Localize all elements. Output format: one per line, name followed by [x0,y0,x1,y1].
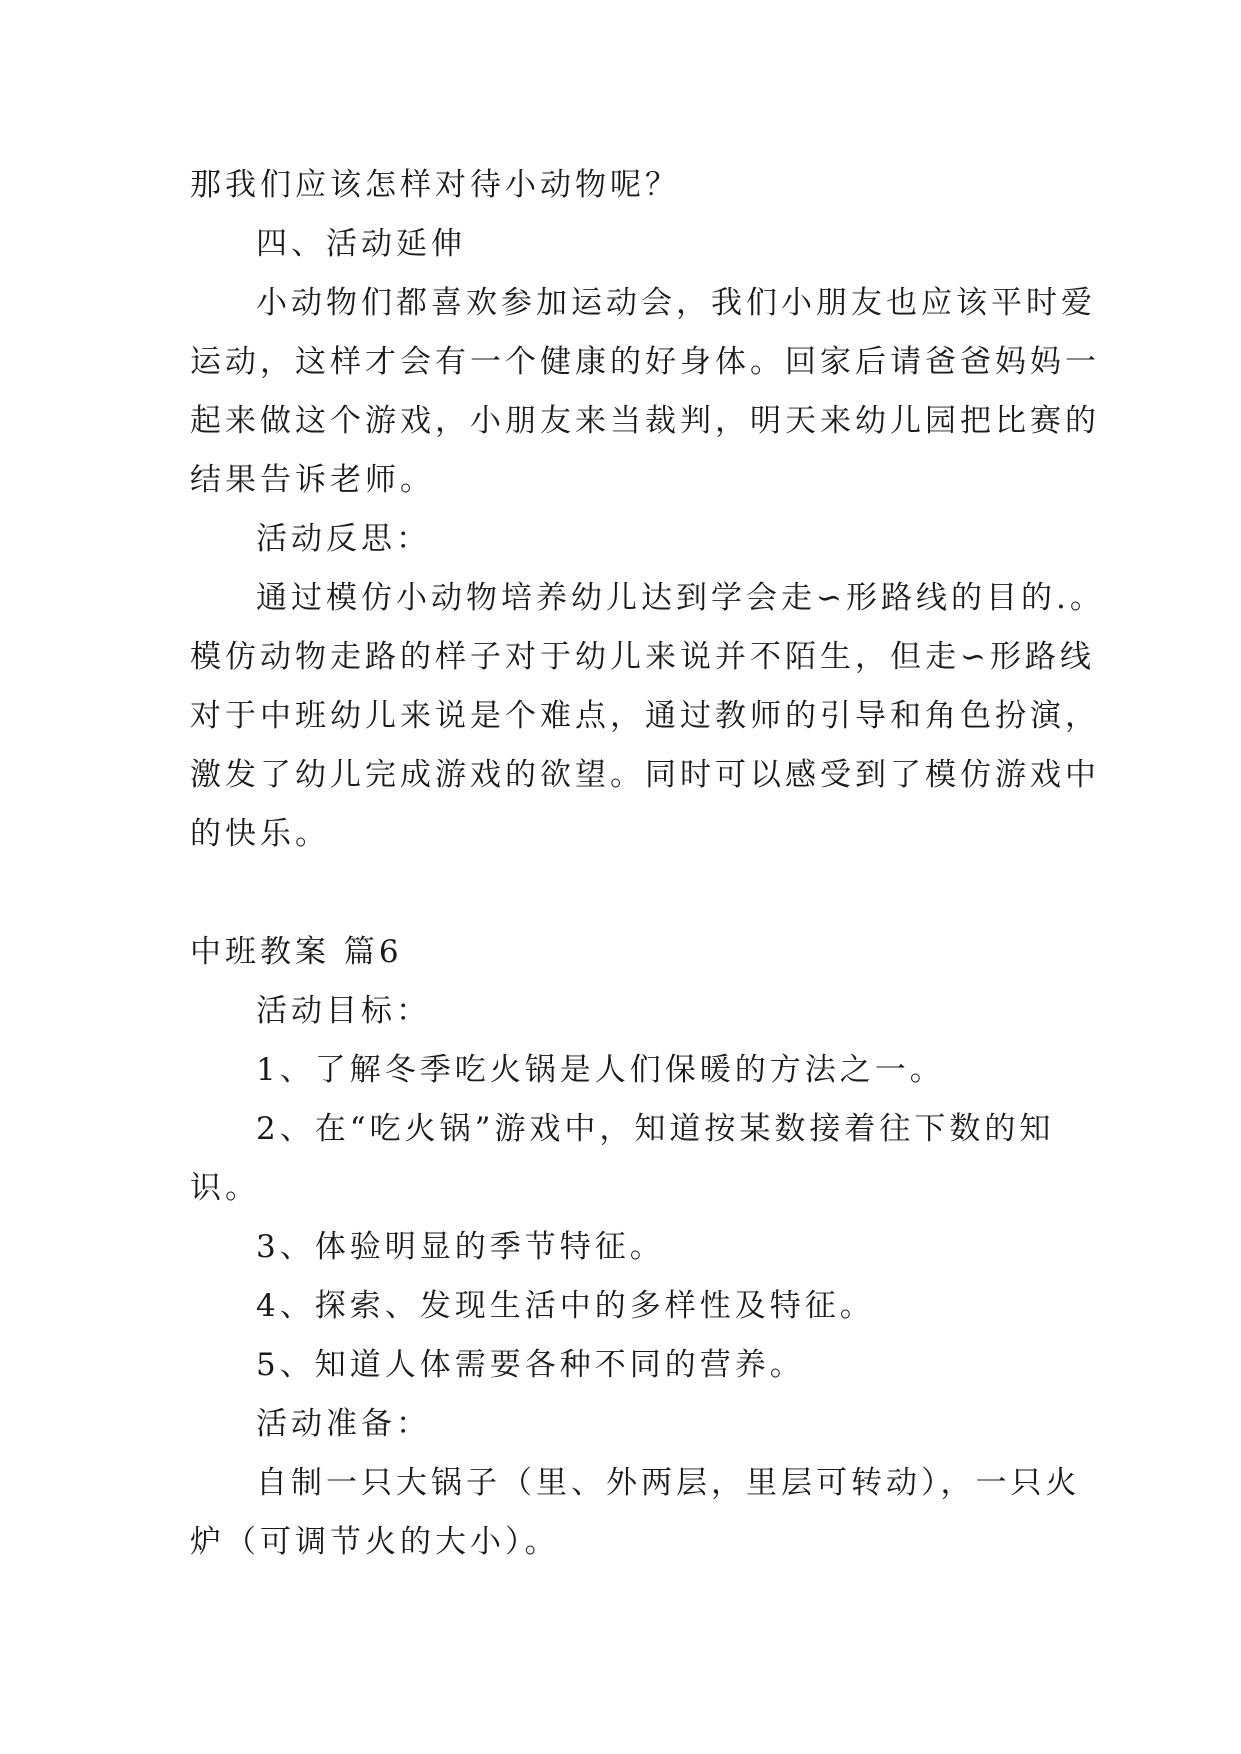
list-item: 4、探索、发现生活中的多样性及特征。 [256,1288,875,1324]
paragraph-line: 起来做这个游戏，小朋友来当裁判，明天来幼儿园把比赛的 [190,403,1100,439]
section-heading-extension: 四、活动延伸 [256,226,466,262]
paragraph-line: 结果告诉老师。 [190,462,435,498]
document-body [190,156,1105,1572]
section-gap [190,864,1060,923]
list-item: 3、体验明显的季节特征。 [256,1229,665,1265]
paragraph-line: 小动物们都喜欢参加运动会，我们小朋友也应该平时爱 [256,285,1096,321]
paragraph-line: 自制一只大锅子（里、外两层，里层可转动），一只火 [256,1465,1081,1501]
paragraph-line: 对于中班幼儿来说是个难点，通过教师的引导和角色扮演， [190,698,1100,734]
paragraph-line: 那我们应该怎样对待小动物呢？ [190,167,680,203]
list-item: 2、在“吃火锅”游戏中，知道按某数接着往下数的知 [256,1111,1055,1147]
list-item-continuation: 识。 [190,1170,260,1206]
lesson-plan-title: 中班教案 篇6 [190,934,403,970]
list-item: 5、知道人体需要各种不同的营养。 [256,1347,805,1383]
section-heading-preparation: 活动准备： [256,1406,431,1442]
list-item: 1、了解冬季吃火锅是人们保暖的方法之一。 [256,1052,945,1088]
paragraph-line: 模仿动物走路的样子对于幼儿来说并不陌生，但走∽形路线 [190,639,1095,675]
paragraph-line: 的快乐。 [190,816,330,852]
section-heading-goals: 活动目标： [256,993,431,1029]
section-heading-reflection: 活动反思： [256,521,431,557]
paragraph-line: 炉（可调节火的大小）。 [190,1524,560,1560]
paragraph-line: 激发了幼儿完成游戏的欲望。同时可以感受到了模仿游戏中 [190,757,1100,793]
paragraph-line: 运动，这样才会有一个健康的好身体。回家后请爸爸妈妈一 [190,344,1100,380]
paragraph-line: 通过模仿小动物培养幼儿达到学会走∽形路线的目的.。 [256,580,1105,616]
